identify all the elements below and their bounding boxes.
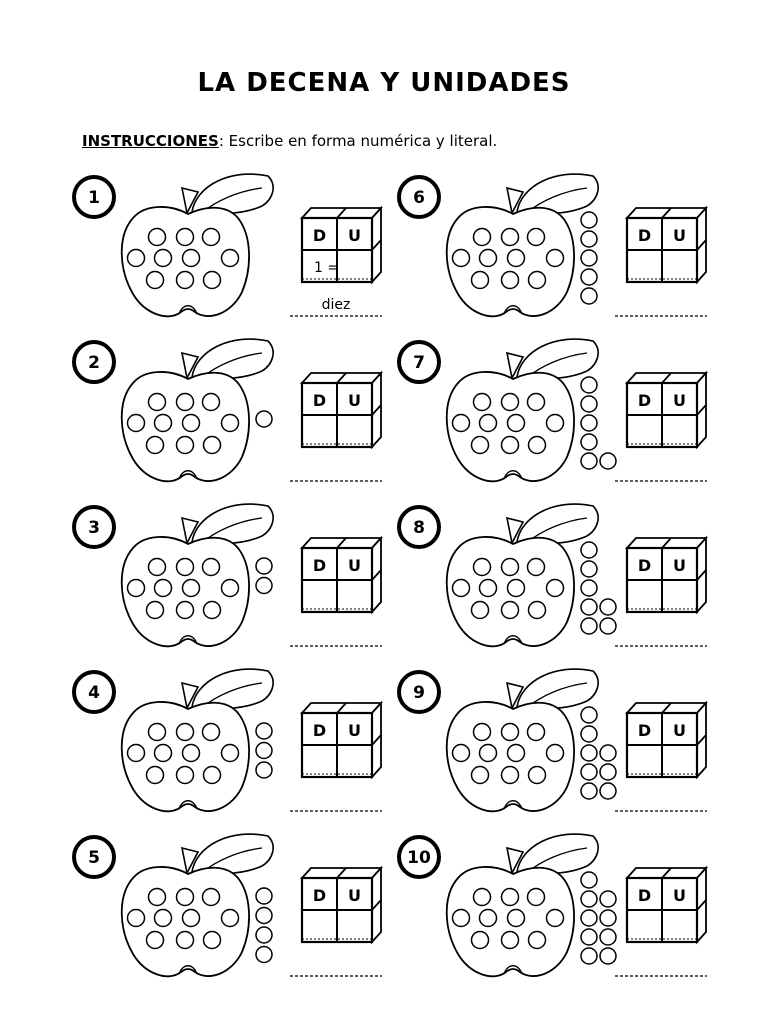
unit-dot bbox=[600, 891, 616, 907]
counter-dot bbox=[204, 602, 221, 619]
exercise-6 bbox=[395, 178, 735, 338]
units-header: U bbox=[673, 886, 686, 905]
counter-dot bbox=[149, 559, 166, 576]
number-label: 6 bbox=[413, 188, 425, 208]
counter-dot bbox=[547, 910, 564, 927]
counter-dot bbox=[177, 559, 194, 576]
counter-dot bbox=[155, 250, 172, 267]
unit-dot bbox=[581, 707, 597, 723]
number-label: 9 bbox=[413, 683, 425, 703]
exercise-figure bbox=[70, 343, 410, 503]
counter-dot bbox=[547, 580, 564, 597]
exercise-4 bbox=[70, 673, 410, 833]
counter-dot bbox=[502, 724, 519, 741]
unit-dot bbox=[256, 947, 272, 963]
counter-dot bbox=[203, 559, 220, 576]
unit-dot bbox=[600, 948, 616, 964]
counter-dot bbox=[474, 559, 491, 576]
leaf-icon bbox=[192, 174, 273, 214]
exercise-figure bbox=[70, 838, 410, 998]
counter-dot bbox=[203, 889, 220, 906]
unit-dot bbox=[581, 269, 597, 285]
counter-dot bbox=[222, 745, 239, 762]
counter-dot bbox=[177, 932, 194, 949]
units-header: U bbox=[348, 721, 361, 740]
number-label: 3 bbox=[88, 518, 100, 538]
counter-dot bbox=[502, 602, 519, 619]
exercise-2 bbox=[70, 343, 410, 503]
unit-dot bbox=[581, 434, 597, 450]
counter-dot bbox=[222, 580, 239, 597]
tens-header: D bbox=[312, 556, 327, 575]
counter-dot bbox=[147, 932, 164, 949]
counter-dot bbox=[149, 889, 166, 906]
units-header: U bbox=[673, 721, 686, 740]
counter-dot bbox=[508, 745, 525, 762]
leaf-icon bbox=[192, 339, 273, 379]
counter-dot bbox=[155, 415, 172, 432]
counter-dot bbox=[480, 250, 497, 267]
units-header: U bbox=[348, 391, 361, 410]
unit-dot bbox=[256, 762, 272, 778]
counter-dot bbox=[502, 272, 519, 289]
unit-dot bbox=[581, 415, 597, 431]
leaf-icon bbox=[517, 834, 598, 874]
counter-dot bbox=[149, 229, 166, 246]
counter-dot bbox=[177, 889, 194, 906]
units-header: U bbox=[673, 391, 686, 410]
counter-dot bbox=[204, 272, 221, 289]
counter-dot bbox=[453, 580, 470, 597]
units-header: U bbox=[673, 226, 686, 245]
exercise-1 bbox=[70, 178, 410, 338]
counter-dot bbox=[502, 229, 519, 246]
counter-dot bbox=[183, 910, 200, 927]
exercise-figure bbox=[395, 838, 735, 998]
counter-dot bbox=[183, 580, 200, 597]
counter-dot bbox=[177, 767, 194, 784]
counter-dot bbox=[128, 250, 145, 267]
counter-dot bbox=[183, 250, 200, 267]
unit-dot bbox=[581, 377, 597, 393]
unit-dot bbox=[581, 910, 597, 926]
leaf-icon bbox=[517, 339, 598, 379]
exercise-figure bbox=[395, 343, 735, 503]
counter-dot bbox=[147, 602, 164, 619]
unit-dot bbox=[581, 764, 597, 780]
unit-dot bbox=[256, 743, 272, 759]
counter-dot bbox=[528, 724, 545, 741]
unit-dot bbox=[600, 764, 616, 780]
unit-dot bbox=[600, 783, 616, 799]
counter-dot bbox=[502, 932, 519, 949]
unit-dot bbox=[581, 726, 597, 742]
counter-dot bbox=[508, 415, 525, 432]
counter-dot bbox=[177, 272, 194, 289]
counter-dot bbox=[547, 250, 564, 267]
exercise-8 bbox=[395, 508, 735, 668]
counter-dot bbox=[508, 580, 525, 597]
unit-dot bbox=[256, 578, 272, 594]
exercise-figure bbox=[395, 673, 735, 833]
counter-dot bbox=[480, 745, 497, 762]
counter-dot bbox=[222, 415, 239, 432]
counter-dot bbox=[203, 229, 220, 246]
unit-dot bbox=[600, 599, 616, 615]
unit-dot bbox=[581, 872, 597, 888]
counter-dot bbox=[147, 437, 164, 454]
units-header: U bbox=[673, 556, 686, 575]
unit-dot bbox=[581, 396, 597, 412]
instructions bbox=[82, 132, 497, 150]
tens-header: D bbox=[637, 721, 652, 740]
counter-dot bbox=[453, 745, 470, 762]
counter-dot bbox=[453, 415, 470, 432]
tens-header: D bbox=[637, 886, 652, 905]
unit-dot bbox=[581, 542, 597, 558]
counter-dot bbox=[472, 767, 489, 784]
counter-dot bbox=[529, 602, 546, 619]
instructions-label: INSTRUCCIONES bbox=[82, 132, 219, 150]
counter-dot bbox=[128, 415, 145, 432]
counter-dot bbox=[222, 910, 239, 927]
counter-dot bbox=[155, 745, 172, 762]
unit-dot bbox=[581, 288, 597, 304]
unit-dot bbox=[256, 927, 272, 943]
unit-dot bbox=[600, 453, 616, 469]
counter-dot bbox=[128, 580, 145, 597]
counter-dot bbox=[480, 415, 497, 432]
counter-dot bbox=[508, 250, 525, 267]
exercise-7 bbox=[395, 343, 735, 503]
unit-dot bbox=[600, 910, 616, 926]
unit-dot bbox=[600, 745, 616, 761]
exercise-10 bbox=[395, 838, 735, 998]
counter-dot bbox=[147, 767, 164, 784]
counter-dot bbox=[528, 229, 545, 246]
leaf-icon bbox=[192, 669, 273, 709]
number-label: 10 bbox=[407, 848, 431, 868]
leaf-icon bbox=[192, 834, 273, 874]
unit-dot bbox=[256, 723, 272, 739]
unit-dot bbox=[600, 618, 616, 634]
counter-dot bbox=[480, 580, 497, 597]
unit-dot bbox=[581, 453, 597, 469]
counter-dot bbox=[528, 889, 545, 906]
counter-dot bbox=[502, 767, 519, 784]
tens-header: D bbox=[312, 886, 327, 905]
unit-dot bbox=[581, 929, 597, 945]
number-label: 5 bbox=[88, 848, 100, 868]
counter-dot bbox=[128, 910, 145, 927]
tens-header: D bbox=[637, 556, 652, 575]
unit-dot bbox=[581, 212, 597, 228]
counter-dot bbox=[472, 437, 489, 454]
counter-dot bbox=[222, 250, 239, 267]
unit-dot bbox=[581, 745, 597, 761]
leaf-icon bbox=[517, 504, 598, 544]
counter-dot bbox=[502, 559, 519, 576]
counter-dot bbox=[502, 394, 519, 411]
counter-dot bbox=[177, 602, 194, 619]
counter-dot bbox=[204, 767, 221, 784]
counter-dot bbox=[177, 437, 194, 454]
counter-dot bbox=[128, 745, 145, 762]
counter-dot bbox=[147, 272, 164, 289]
unit-dot bbox=[600, 929, 616, 945]
counter-dot bbox=[474, 724, 491, 741]
counter-dot bbox=[474, 394, 491, 411]
number-label: 1 bbox=[88, 188, 100, 208]
unit-dot bbox=[256, 888, 272, 904]
units-header: U bbox=[348, 886, 361, 905]
number-label: 4 bbox=[88, 683, 100, 703]
exercise-5 bbox=[70, 838, 410, 998]
counter-dot bbox=[203, 724, 220, 741]
counter-dot bbox=[508, 910, 525, 927]
counter-dot bbox=[472, 602, 489, 619]
exercise-figure bbox=[70, 673, 410, 833]
counter-dot bbox=[547, 415, 564, 432]
tens-header: D bbox=[312, 226, 327, 245]
counter-dot bbox=[177, 229, 194, 246]
number-label: 8 bbox=[413, 518, 425, 538]
instructions-text: : Escribe en forma numérica y literal. bbox=[218, 132, 498, 150]
unit-dot bbox=[581, 948, 597, 964]
counter-dot bbox=[472, 272, 489, 289]
counter-dot bbox=[183, 415, 200, 432]
counter-dot bbox=[529, 767, 546, 784]
counter-dot bbox=[204, 437, 221, 454]
counter-dot bbox=[529, 437, 546, 454]
counter-dot bbox=[480, 910, 497, 927]
unit-dot bbox=[256, 411, 272, 427]
answer-row: 1 = bbox=[314, 260, 340, 276]
number-label: 2 bbox=[88, 353, 100, 373]
unit-dot bbox=[581, 618, 597, 634]
counter-dot bbox=[474, 889, 491, 906]
exercise-figure bbox=[70, 508, 410, 668]
exercise-9 bbox=[395, 673, 735, 833]
counter-dot bbox=[547, 745, 564, 762]
counter-dot bbox=[528, 559, 545, 576]
tens-header: D bbox=[637, 391, 652, 410]
exercise-3 bbox=[70, 508, 410, 668]
counter-dot bbox=[453, 910, 470, 927]
counter-dot bbox=[155, 910, 172, 927]
counter-dot bbox=[203, 394, 220, 411]
tens-header: D bbox=[312, 391, 327, 410]
leaf-icon bbox=[517, 669, 598, 709]
answer-word: diez bbox=[321, 297, 351, 313]
counter-dot bbox=[204, 932, 221, 949]
units-header: U bbox=[348, 226, 361, 245]
unit-dot bbox=[581, 580, 597, 596]
counter-dot bbox=[502, 889, 519, 906]
counter-dot bbox=[528, 394, 545, 411]
unit-dot bbox=[581, 891, 597, 907]
counter-dot bbox=[529, 272, 546, 289]
unit-dot bbox=[256, 908, 272, 924]
tens-header: D bbox=[637, 226, 652, 245]
unit-dot bbox=[581, 231, 597, 247]
tens-header: D bbox=[312, 721, 327, 740]
counter-dot bbox=[177, 394, 194, 411]
counter-dot bbox=[502, 437, 519, 454]
leaf-icon bbox=[517, 174, 598, 214]
counter-dot bbox=[472, 932, 489, 949]
unit-dot bbox=[581, 599, 597, 615]
unit-dot bbox=[581, 561, 597, 577]
leaf-icon bbox=[192, 504, 273, 544]
exercise-figure bbox=[395, 178, 735, 338]
number-label: 7 bbox=[413, 353, 425, 373]
counter-dot bbox=[155, 580, 172, 597]
counter-dot bbox=[474, 229, 491, 246]
page-title: LA DECENA Y UNIDADES bbox=[197, 68, 571, 98]
unit-dot bbox=[581, 783, 597, 799]
unit-dot bbox=[256, 558, 272, 574]
counter-dot bbox=[453, 250, 470, 267]
exercise-figure bbox=[395, 508, 735, 668]
counter-dot bbox=[529, 932, 546, 949]
counter-dot bbox=[183, 745, 200, 762]
counter-dot bbox=[149, 724, 166, 741]
exercise-figure bbox=[70, 178, 410, 338]
units-header: U bbox=[348, 556, 361, 575]
counter-dot bbox=[177, 724, 194, 741]
unit-dot bbox=[581, 250, 597, 266]
counter-dot bbox=[149, 394, 166, 411]
